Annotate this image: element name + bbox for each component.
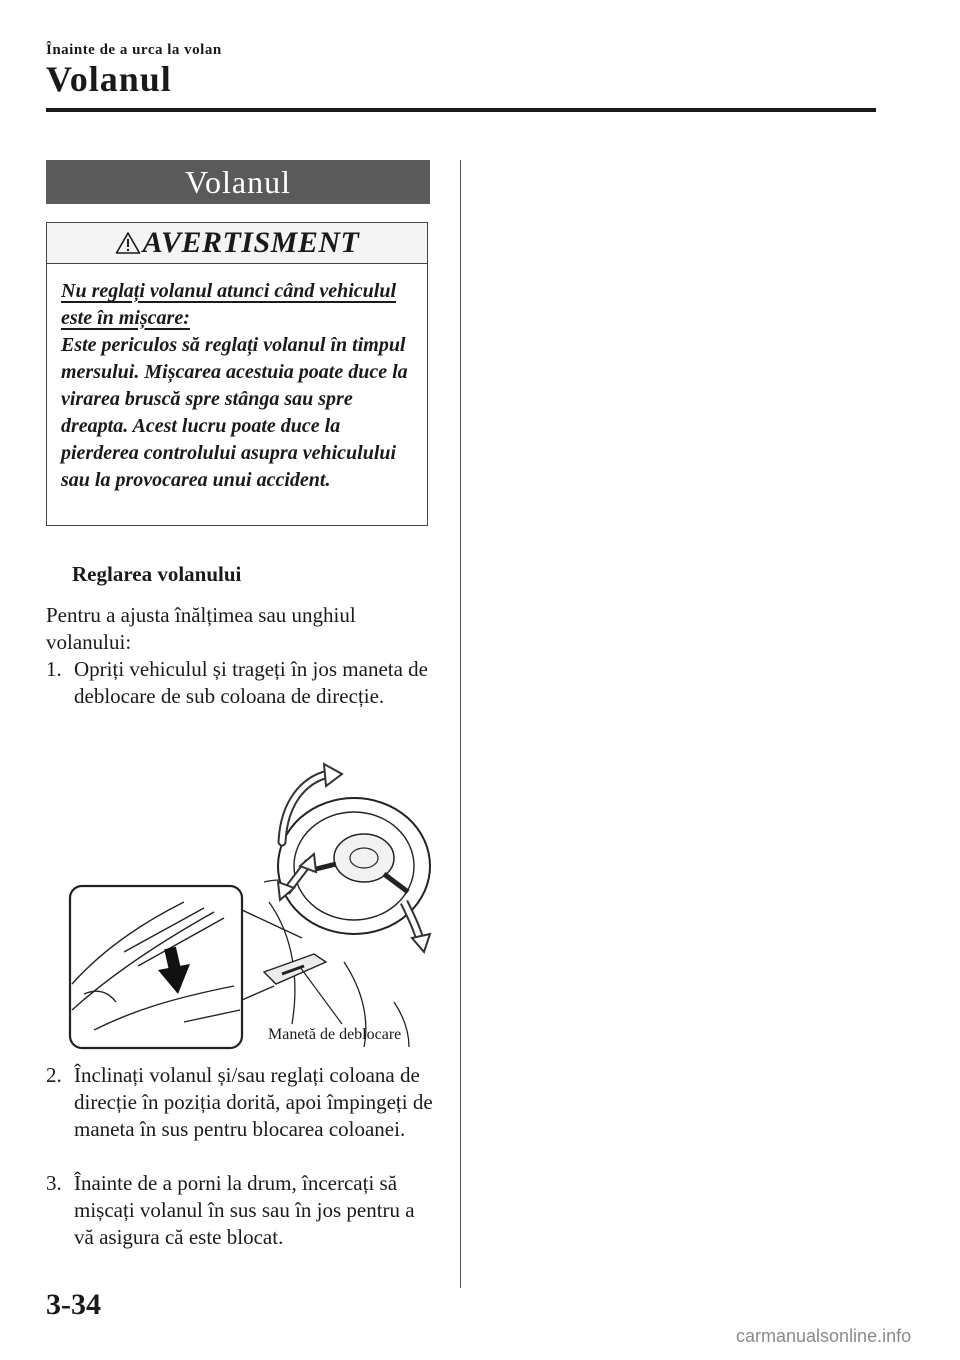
warning-triangle-icon xyxy=(115,231,141,255)
page-number: 3-34 xyxy=(46,1288,101,1321)
header-rule xyxy=(46,108,876,112)
step-text: Înclinați volanul și/sau reglați coloana de direcție în poziția dorită, apoi împingeți de maneta în sus pentru blocarea coloanei. xyxy=(74,1063,433,1141)
figure-label-release-lever: Manetă de deblocare xyxy=(268,1026,402,1043)
subheading-adjust: Reglarea volanului xyxy=(72,562,242,586)
step-number: 2. xyxy=(46,1063,62,1087)
warning-lead: Nu reglați volanul atunci când vehiculul este în mișcare: xyxy=(61,280,397,329)
page-title: Volanul xyxy=(46,59,172,99)
warning-header xyxy=(47,223,427,264)
warning-body xyxy=(47,264,427,494)
watermark: carmanualsonline.info xyxy=(736,1326,912,1346)
step-2 xyxy=(46,1062,438,1143)
column-divider xyxy=(460,160,461,1288)
intro-text: Pentru a ajusta înălțimea sau unghiul volanului: xyxy=(46,603,356,654)
step-number: 1. xyxy=(46,657,62,681)
steering-wheel-illustration xyxy=(64,762,436,1052)
warning-title: AVERTISMENT xyxy=(142,226,360,259)
warning-box xyxy=(46,222,428,526)
step-number: 3. xyxy=(46,1171,62,1195)
warning-text: Este periculos să reglați volanul în timpul mersului. Mișcarea acestuia poate duce la virarea bruscă spre stânga sau spre dreapta. Acest lucru poate duce la pierderea controlului asupra vehiculului sau la provocarea unui accident. xyxy=(61,334,408,491)
step-text: Opriți vehiculul și trageți în jos maneta de deblocare de sub coloana de direcție. xyxy=(74,657,428,708)
step-1 xyxy=(46,656,438,710)
section-banner: Volanul xyxy=(46,160,430,204)
step-3 xyxy=(46,1170,438,1251)
chapter-subtitle: Înainte de a urca la volan xyxy=(46,42,222,58)
step-text: Înainte de a porni la drum, încercați să mișcați volanul în sus sau în jos pentru a vă asigura că este blocat. xyxy=(74,1171,415,1249)
